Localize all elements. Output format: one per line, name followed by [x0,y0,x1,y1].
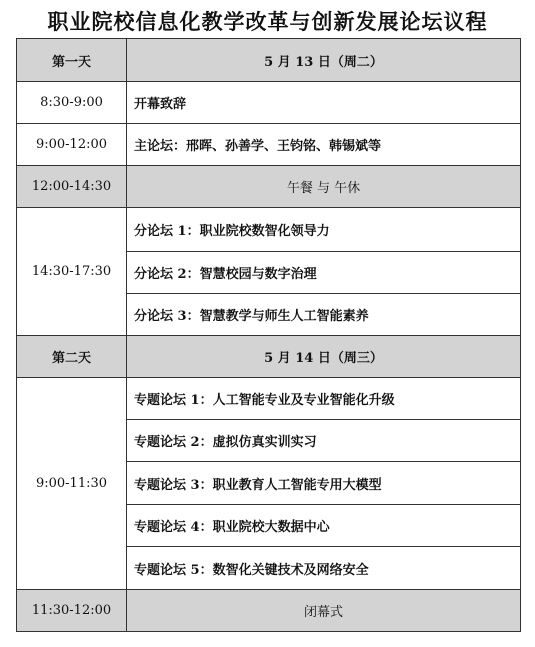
closing-row [17,590,521,632]
topic-item: 专题论坛 1：人工智能专业及专业智能化升级 [127,378,521,420]
time-cell: 9:00-11:30 [17,378,127,590]
page-title: 职业院校信息化教学改革与创新发展论坛议程 [47,9,488,34]
topic-item: 专题论坛 2：虚拟仿真实训实习 [127,420,521,462]
day2-label: 第二天 [17,336,127,378]
subforum-item: 分论坛 2：智慧校园与数字治理 [127,252,521,294]
item-cell: 主论坛：邢晖、孙善学、王钧铭、韩锡斌等 [127,124,521,166]
lunch-row [17,166,521,208]
closing-label: 闭幕式 [127,590,521,632]
day1-date: 5 月 13 日（周二） [127,39,521,82]
lunch-label: 午餐 与 午休 [127,166,521,208]
item-cell: 开幕致辞 [127,82,521,124]
day1-label: 第一天 [17,39,127,82]
agenda-table [16,38,521,632]
agenda-row [17,82,521,124]
topic-row [17,378,521,420]
topic-item: 专题论坛 3：职业教育人工智能专用大模型 [127,462,521,505]
agenda-row [17,124,521,166]
topic-item: 专题论坛 5：数智化关键技术及网络安全 [127,547,521,590]
topic-item: 专题论坛 4：职业院校大数据中心 [127,505,521,547]
day1-header-row [17,39,521,82]
subforum-row [17,208,521,252]
time-cell: 11:30-12:00 [17,590,127,632]
time-cell: 8:30-9:00 [17,82,127,124]
day2-date: 5 月 14 日（周三） [127,336,521,378]
time-cell: 14:30-17:30 [17,208,127,336]
subforum-item: 分论坛 1：职业院校数智化领导力 [127,208,521,252]
day2-header-row [17,336,521,378]
subforum-item: 分论坛 3：智慧教学与师生人工智能素养 [127,294,521,336]
time-cell: 9:00-12:00 [17,124,127,166]
time-cell: 12:00-14:30 [17,166,127,208]
